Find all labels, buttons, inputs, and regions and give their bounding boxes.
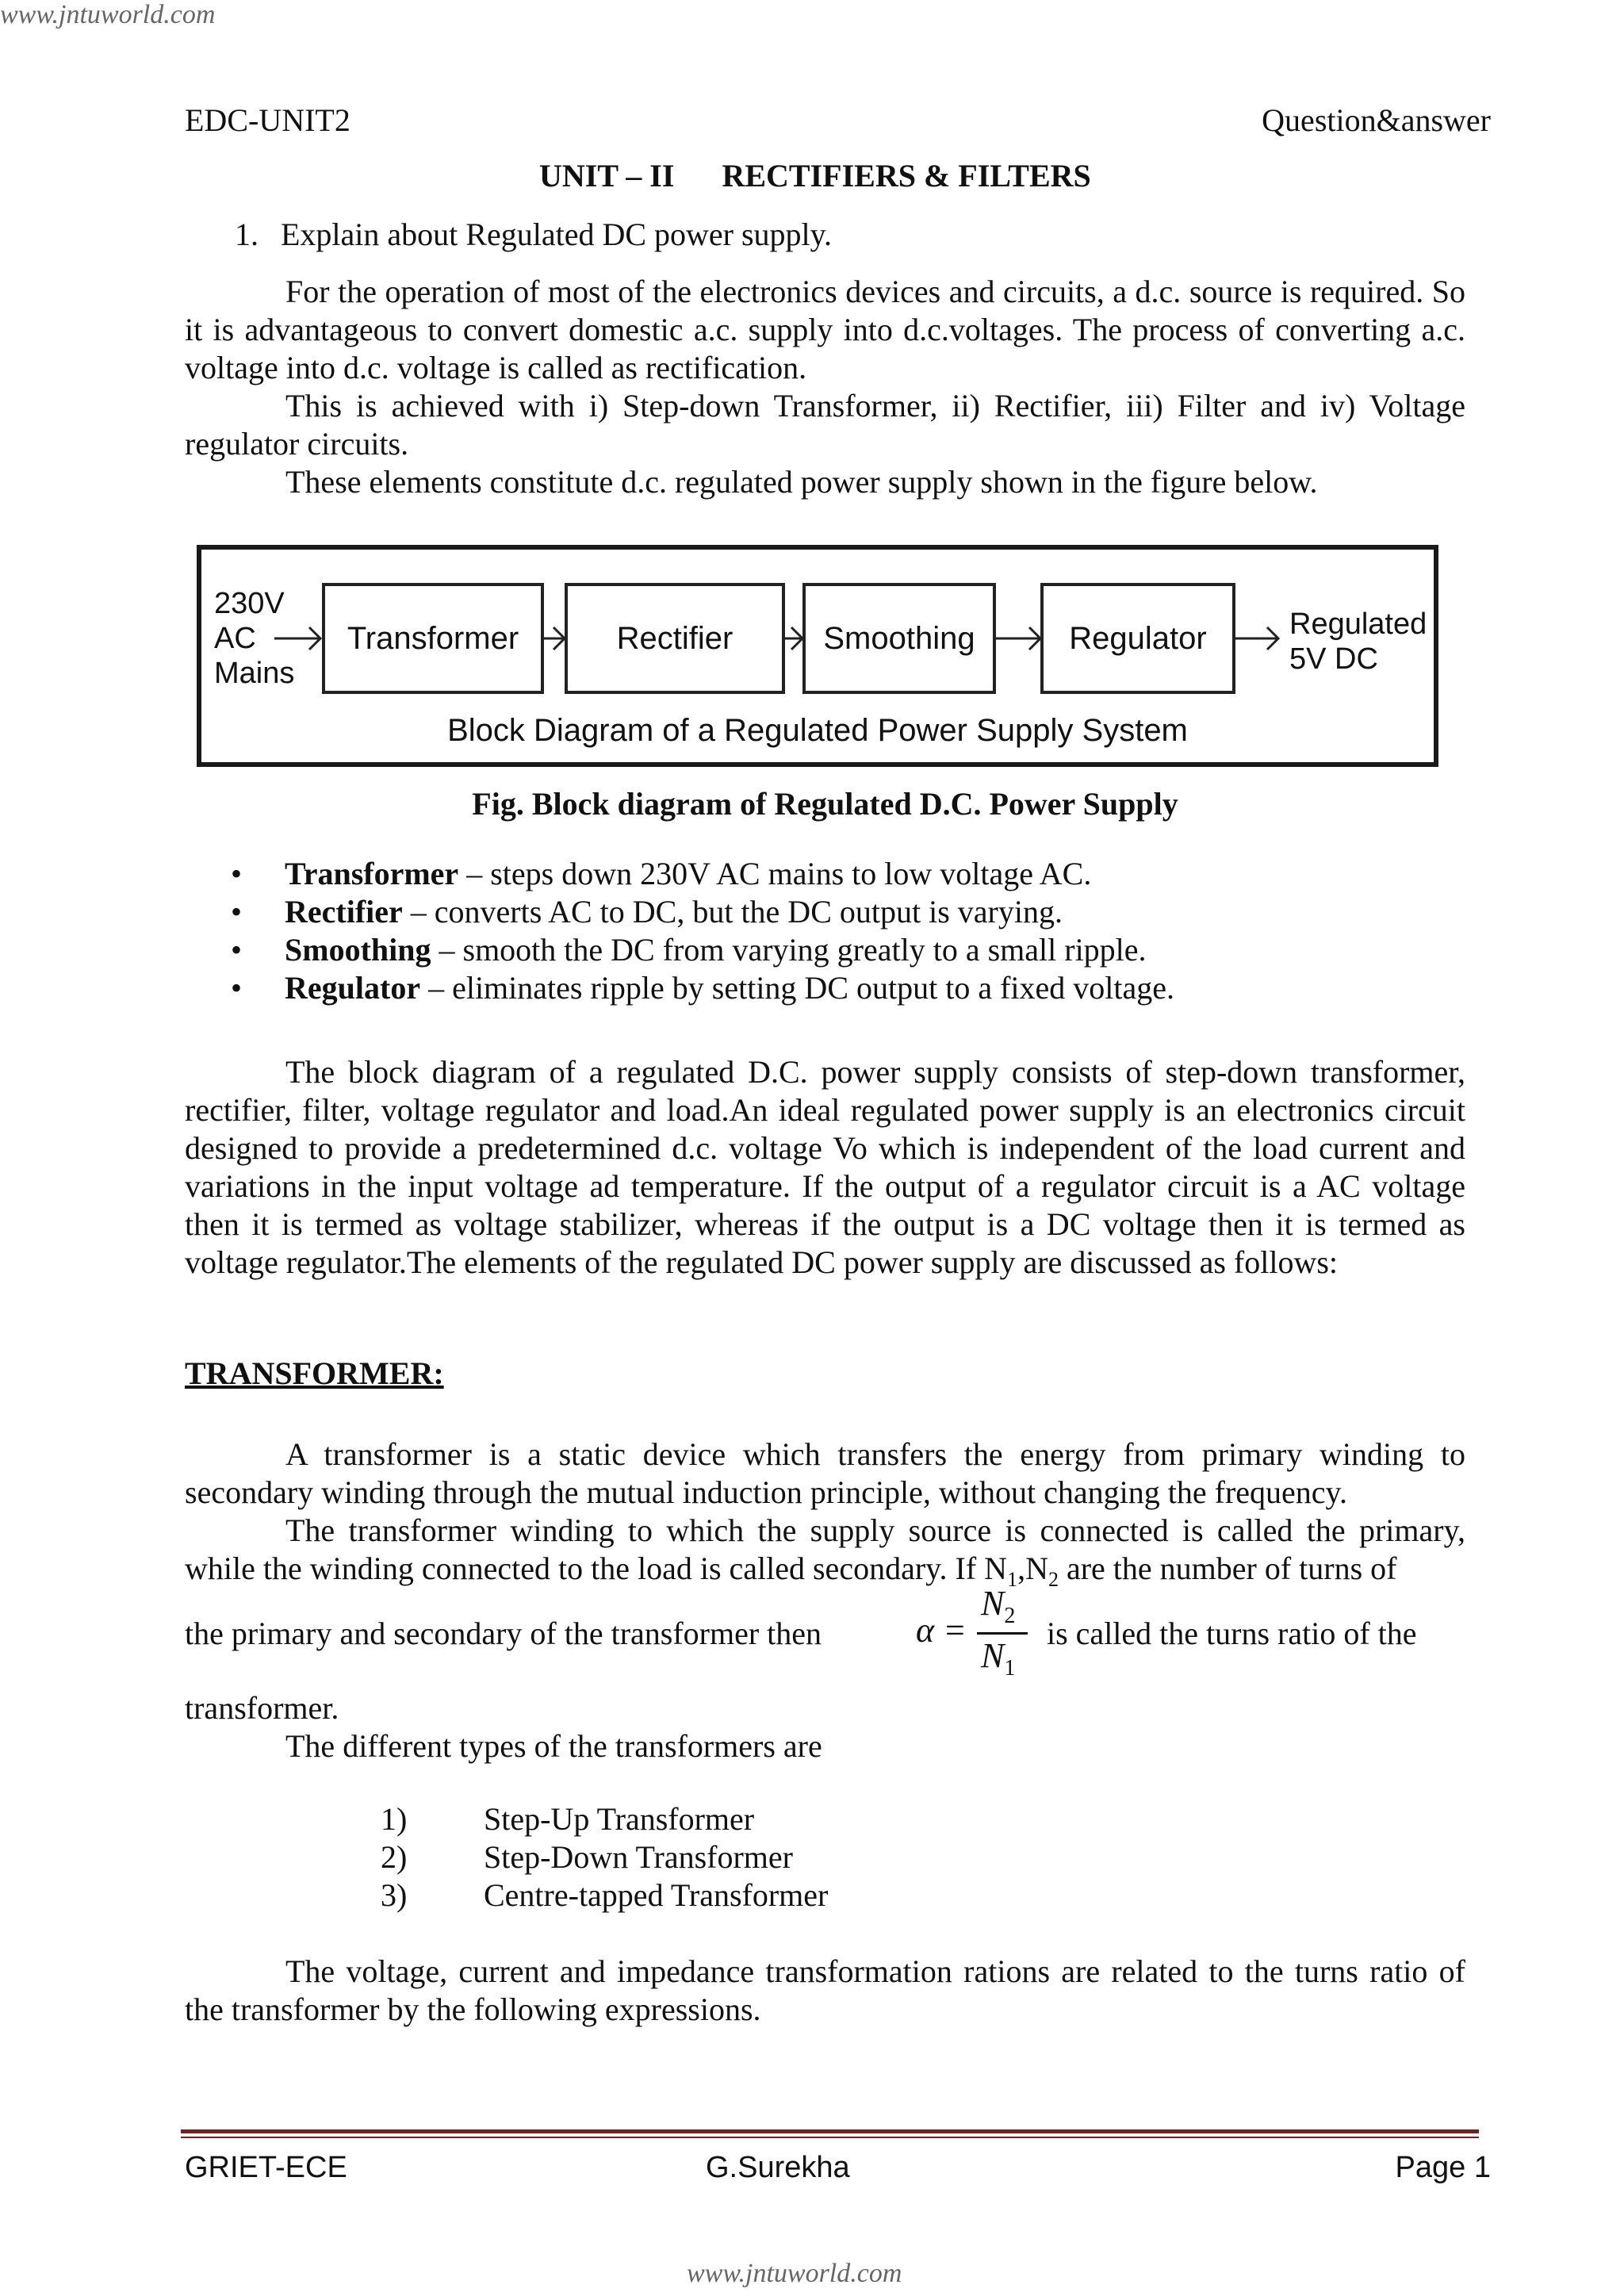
transformer-paragraph-1: A transformer is a static device which transfers the energy from primary winding to secondary winding through the mutual induction principle, without changing the frequency.: [185, 1436, 1465, 1510]
watermark-bottom: www.jntuworld.com: [687, 2259, 902, 2288]
block-rectifier: Rectifier: [565, 583, 785, 694]
title-unit: UNIT – II: [539, 158, 675, 194]
denominator-subscript: 1: [1004, 1655, 1016, 1681]
header-right: Question&answer: [1262, 102, 1491, 138]
diagram-title: Block Diagram of a Regulated Power Supply System: [447, 713, 1188, 748]
fraction-bar: [977, 1632, 1028, 1635]
bullet-term: Regulator: [285, 970, 421, 1006]
footer-center: G.Surekha: [706, 2151, 850, 2184]
text-run: are the number of turns of: [1058, 1550, 1397, 1586]
bullet-term: Smoothing: [285, 932, 431, 968]
bullet-term: Rectifier: [285, 894, 403, 930]
block-diagram: [197, 545, 1438, 767]
footer-page-number: Page 1: [1395, 2151, 1491, 2184]
list-number: 3): [381, 1877, 408, 1913]
transformer-types-list: [381, 1800, 828, 1915]
list-text: Step-Up Transformer: [484, 1801, 755, 1837]
denominator-symbol: N: [981, 1636, 1005, 1675]
output-label-line1: Regulated: [1289, 608, 1427, 641]
question-number: 1.: [235, 217, 259, 252]
section-heading-transformer: TRANSFORMER:: [185, 1355, 444, 1391]
list-number: 1): [381, 1801, 408, 1837]
transformer-paragraph-2-line1: [185, 1512, 1465, 1599]
bullet-text: – steps down 230V AC mains to low voltage AC.: [458, 856, 1092, 891]
list-item: [381, 1838, 828, 1876]
turns-ratio-denominator: [981, 1635, 1015, 1681]
block-smoothing: Smoothing: [802, 583, 996, 694]
turns-ratio-alpha: α =: [916, 1611, 967, 1650]
transformer-paragraph-3: The different types of the transformers are: [285, 1728, 822, 1764]
bullet-term: Transformer: [285, 856, 459, 891]
output-label-line2: 5V DC: [1289, 642, 1378, 676]
input-label-line3: Mains: [214, 657, 295, 690]
text-run: ,N: [1017, 1550, 1048, 1586]
list-item: [185, 855, 1174, 893]
intro-paragraph-2: This is achieved with i) Step-down Transformer, ii) Rectifier, iii) Filter and iv) Voltage regulator circuits.: [185, 388, 1465, 462]
figure-caption: Fig. Block diagram of Regulated D.C. Power Supply: [472, 786, 1178, 822]
turns-ratio-numerator: [981, 1583, 1015, 1629]
intro-paragraph-1: For the operation of most of the electronics devices and circuits, a d.c. source is required. So it is advantageous to convert domestic a.c. supply into d.c.voltages. The process of converting a.c. voltage into d.c. voltage is called as rectification.: [185, 274, 1465, 385]
footer-left: GRIET-ECE: [185, 2151, 347, 2184]
intro-paragraph-3: These elements constitute d.c. regulated power supply shown in the figure below.: [285, 464, 1318, 500]
block-diagram-paragraph: The block diagram of a regulated D.C. power supply consists of step-down transformer, rectifier, filter, voltage regulator and load.An ideal regulated power supply is an electronics circuit designed to provide a predetermined d.c. voltage Vo which is independent of the load current and variations in the input voltage ad temperature. If the output of a regulator circuit is a AC voltage then it is termed as voltage stabilizer, whereas if the output is a DC voltage then it is termed as voltage regulator.The elements of the regulated DC power supply are discussed as follows:: [185, 1054, 1465, 1280]
list-text: Centre-tapped Transformer: [484, 1877, 829, 1913]
text-run: The transformer winding to which the supply source is connected is called the primary, while the winding connected to the load is called secondary. If N: [185, 1512, 1465, 1586]
transformer-paragraph-2-line2a: the primary and secondary of the transformer then: [185, 1616, 822, 1651]
list-text: Step-Down Transformer: [484, 1839, 793, 1875]
footer-rule-thin: [181, 2137, 1479, 2138]
block-regulator: Regulator: [1040, 583, 1235, 694]
subscript: 2: [1048, 1568, 1059, 1591]
title-topic: RECTIFIERS & FILTERS: [722, 158, 1091, 194]
bullet-text: – eliminates ripple by setting DC output to a fixed voltage.: [420, 970, 1175, 1006]
bullet-text: – converts AC to DC, but the DC output is varying.: [402, 894, 1063, 930]
list-item: [185, 969, 1174, 1007]
transformer-paragraph-2-line2b: is called the turns ratio of the: [1047, 1616, 1417, 1651]
list-item: [185, 931, 1174, 969]
list-item: [185, 893, 1174, 931]
question-text: Explain about Regulated DC power supply.: [281, 217, 833, 252]
numerator-symbol: N: [981, 1584, 1005, 1623]
list-item: [381, 1876, 828, 1915]
page-title: [539, 157, 1253, 194]
input-label-line2: AC: [214, 622, 256, 655]
transformer-paragraph-2-line3: transformer.: [185, 1690, 339, 1726]
bullet-text: – smooth the DC from varying greatly to a small ripple.: [431, 932, 1147, 968]
watermark-top: www.jntuworld.com: [0, 0, 216, 29]
input-label-line1: 230V: [214, 587, 285, 620]
block-transformer: Transformer: [322, 583, 544, 694]
closing-paragraph: The voltage, current and impedance transformation rations are related to the turns ratio of the transformer by the following expressions.: [185, 1953, 1465, 2027]
footer-rule: [181, 2129, 1479, 2133]
bullet-list: [185, 855, 1174, 1007]
subscript: 1: [1007, 1568, 1018, 1591]
output-label: [1289, 607, 1427, 677]
header-left: EDC-UNIT2: [185, 102, 350, 138]
numerator-subscript: 2: [1004, 1603, 1016, 1628]
question: [235, 216, 832, 254]
list-item: [381, 1800, 828, 1838]
list-number: 2): [381, 1839, 408, 1875]
